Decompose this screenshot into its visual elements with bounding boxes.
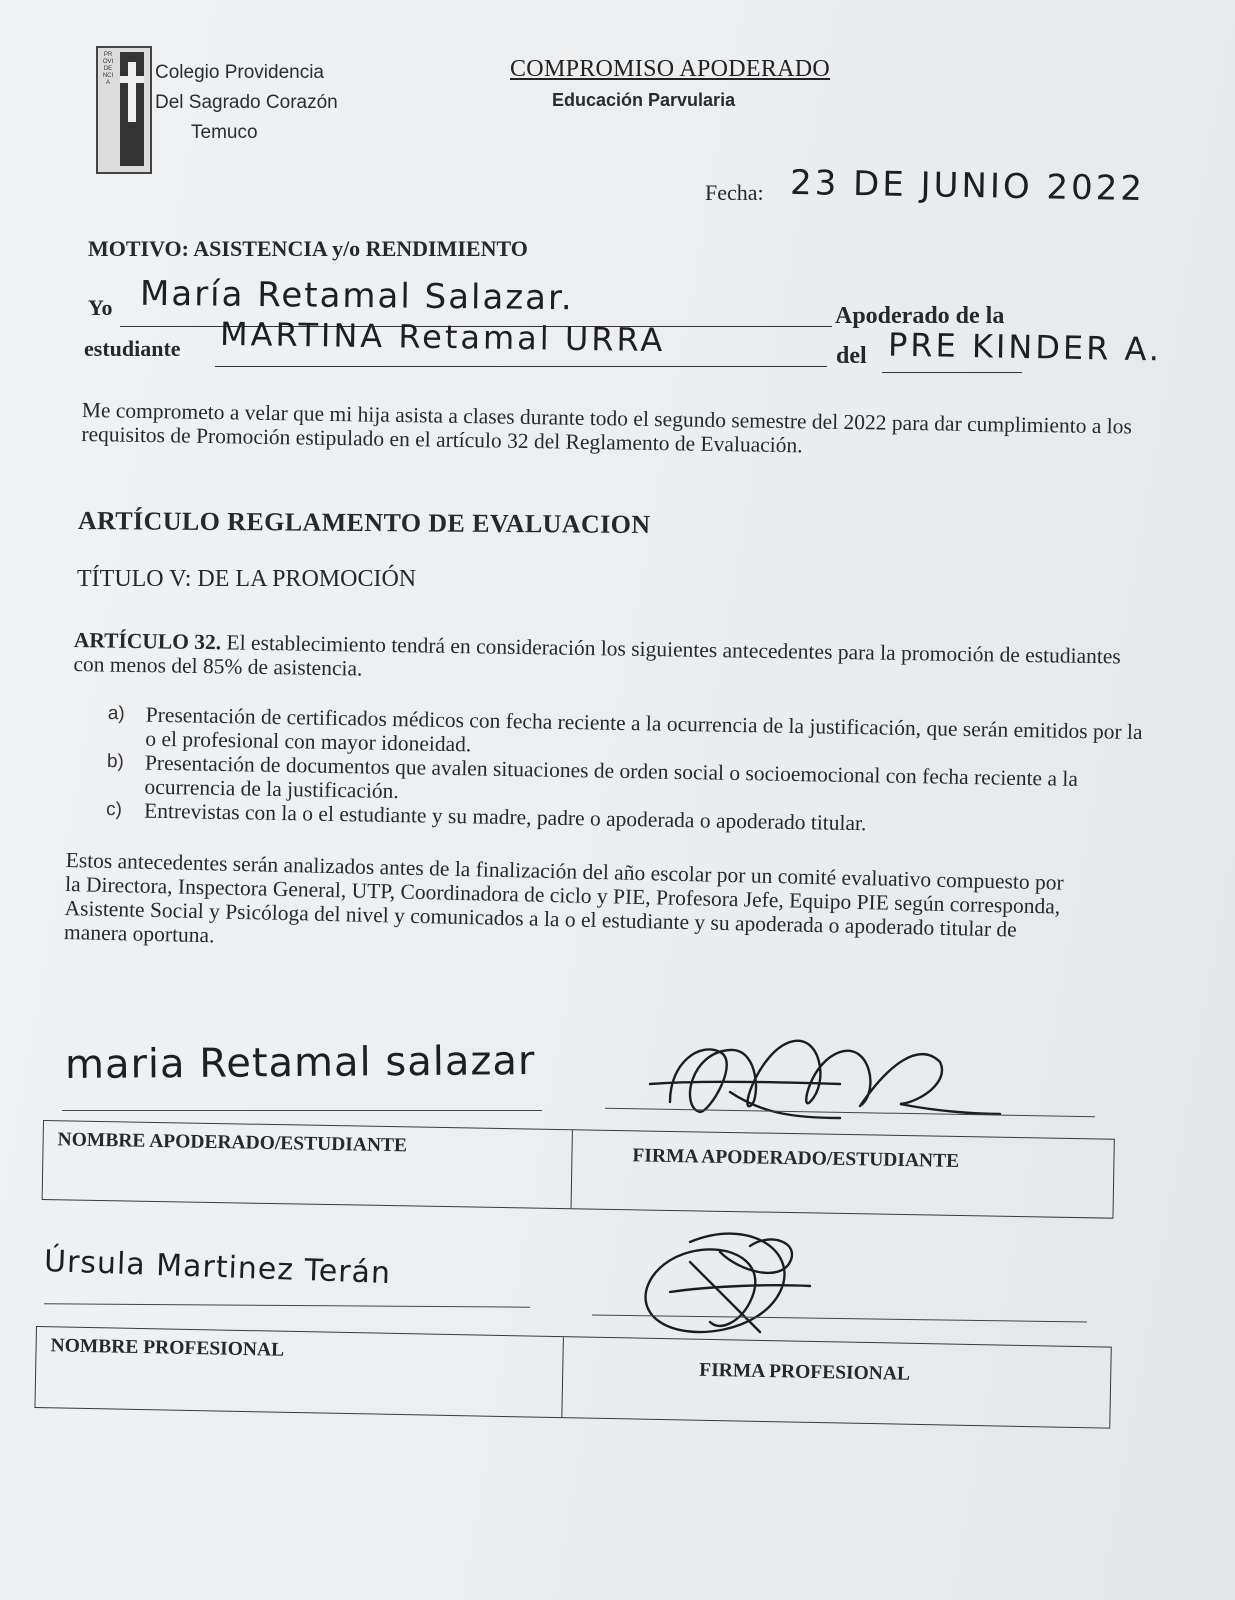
motivo-heading: MOTIVO: ASISTENCIA y/o RENDIMIENTO [88,236,528,261]
list-item-text: Entrevistas con la o el estudiante y su madre, padre o apoderada o apoderado titular. [143,798,867,836]
student-name-field[interactable]: MARTINA Retamal URRA [219,314,666,360]
professional-name-line [44,1303,530,1307]
date-label: Fecha: [705,180,764,205]
titulo-heading: TÍTULO V: DE LA PROMOCIÓN [77,566,417,592]
school-line-1: Colegio Providencia [155,62,324,83]
commitment-paragraph: Me comprometo a velar que mi hija asista a clases durante todo el segundo semestre del 2022 para dar cumplimiento a los requisitos de Promoción estipulado en el artículo 32 del Reglamento de Evaluación. [81,398,1133,458]
apoderado-label: Apoderado de la [835,303,1005,329]
guardian-handwritten-name[interactable]: maria Retamal salazar [64,1037,536,1089]
requirements-list [106,702,1144,840]
guardian-name-line [62,1110,542,1111]
list-item-label: c) [105,798,123,821]
list-item-label: b) [106,750,125,773]
guardian-signature-label: FIRMA APODERADO/ESTUDIANTE [632,1145,960,1172]
articulo-32-paragraph [73,628,1124,692]
school-line-3: Temuco [191,122,258,143]
list-item-label: a) [107,702,125,725]
cross-icon [128,62,136,122]
course-field[interactable]: PRE KINDER A. [887,325,1163,369]
document-subtitle: Educación Parvularia [552,90,736,110]
professional-table [34,1326,1111,1429]
school-logo [96,46,152,174]
estudiante-label: estudiante [84,336,181,361]
guardian-name-label: NOMBRE APODERADO/ESTUDIANTE [43,1121,573,1208]
document-title: COMPROMISO APODERADO [510,56,831,82]
professional-handwritten-name[interactable]: Úrsula Martinez Terán [43,1243,392,1292]
list-item-text: Presentación de documentos que avalen situaciones de orden social o socioemocional con fecha reciente a la ocurrencia de la justificación. [144,750,1079,804]
articulo-32-label: ARTÍCULO 32. [73,628,222,655]
antecedentes-paragraph: Estos antecedentes serán analizados antes de la finalización del año escolar por un comité evaluativo compuesto por la Directora, Inspectora General, UTP, Coordinadora de ciclo y PIE, Profesora Jefe, Equipo PIE según corresponda, Asistente Social y Psicóloga del nivel y comunicados a la o el estudiante y su apoderada o apoderado titular de manera oportuna. [63,848,1064,948]
school-line-2: Del Sagrado Corazón [155,92,338,113]
school-name [155,58,375,148]
guardian-signature[interactable] [640,1022,1020,1142]
del-label: del [836,343,867,369]
list-item-text: Presentación de certificados médicos con fecha reciente a la ocurrencia de la justificación, que serán emitidos por la o el profesional con mayor idoneidad. [145,702,1143,757]
articulo-32-text: El establecimiento tendrá en consideración los siguientes antecedentes para la promoción de estudiantes con menos del 85% de asistencia. [73,630,1121,681]
professional-signature-label: FIRMA PROFESIONAL [699,1359,911,1385]
professional-name-label: NOMBRE PROFESIONAL [35,1327,563,1417]
articulo-heading: ARTÍCULO REGLAMENTO DE EVALUACION [77,506,651,539]
date-value[interactable]: 23 DE JUNIO 2022 [789,162,1146,210]
professional-signature[interactable] [630,1222,830,1350]
guardian-name-field[interactable]: María Retamal Salazar. [139,273,574,319]
logo-strip-text: PROVIDENCIA [102,52,114,86]
yo-label: Yo [88,295,113,320]
